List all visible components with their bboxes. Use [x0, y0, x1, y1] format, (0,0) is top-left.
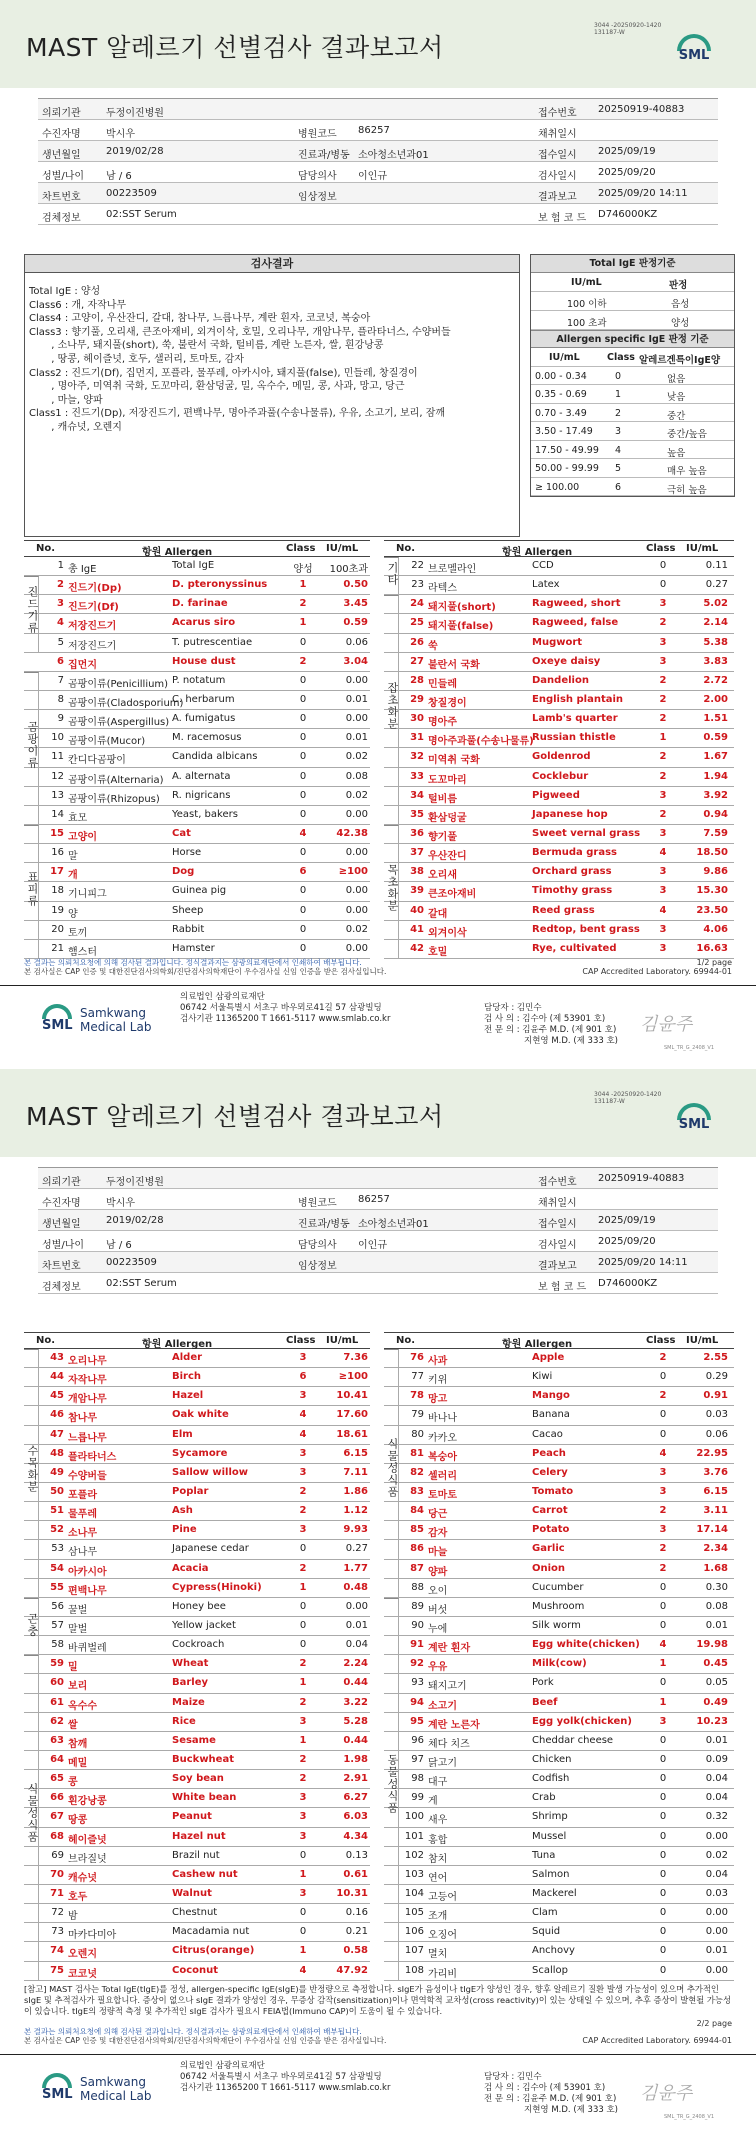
allergen-row: 34 털비름 Pigweed 3 3.92 [384, 787, 734, 806]
allergen-row: 9 곰팡이류(Aspergillus) A. fumigatus 0 0.00 [24, 710, 370, 729]
allergen-row: 103 연어 Salmon 0 0.04 [384, 1866, 734, 1885]
allergen-row: 41 외겨이삭 Redtop, bent grass 3 4.06 [384, 921, 734, 940]
allergen-row: 22 브로멜라인 CCD 0 0.11 [384, 557, 734, 576]
allergen-row: 32 미역취 국화 Goldenrod 2 1.67 [384, 748, 734, 767]
allergen-row: 87 양파 Onion 2 1.68 [384, 1560, 734, 1579]
allergen-row: 89 버섯 Mushroom 0 0.08 [384, 1598, 734, 1617]
sml-logo: SML [673, 34, 715, 64]
total-ige-title: Total IgE 판정기준 [531, 255, 734, 273]
allergen-table-header: No. 항원 Allergen Class IU/mL [24, 1333, 370, 1349]
allergen-row: 94 소고기 Beef 1 0.49 [384, 1694, 734, 1713]
allergen-row: 36 향기풀 Sweet vernal grass 3 7.59 [384, 825, 734, 844]
allergen-row: 92 우유 Milk(cow) 1 0.45 [384, 1655, 734, 1674]
allergen-table-p1-left [24, 540, 370, 959]
criteria-row: ≥ 100.00 6 극히 높음 [531, 478, 734, 497]
category-label: 기타 [386, 562, 399, 587]
category-label: 잡초화분 [386, 682, 399, 731]
allergen-row: 78 망고 Mango 2 0.91 [384, 1387, 734, 1406]
allergen-table-header: No. 항원 Allergen Class IU/mL [24, 541, 370, 557]
allergen-row: 68 헤이즐넛 Hazel nut 3 4.34 [24, 1828, 370, 1847]
allergen-row: 40 갈대 Reed grass 4 23.50 [384, 902, 734, 921]
page-number: 1/2 page CAP Accredited Laboratory. 69944-01 [582, 958, 732, 976]
allergen-row: 84 당근 Carrot 2 3.11 [384, 1502, 734, 1521]
result-summary-box [24, 254, 520, 537]
patient-info-table: 의뢰기관 두정이진병원 접수번호 20250919-40883 수진자명 박시우 병원코드 86257 채취일시 생년월일 2019/02/28 진료과/병동 소아청소년과01 접수일시 2025/09/19 성별/나이 남 / 6 담당의사 이인규 검사일시 2025/09/20 차트번호 00223509 임상정보 결과보고 2025/09/20 14:11 검체정보 02:SST Serum 보 험 코 드 D746000KZ [38, 98, 718, 225]
allergen-row: 90 누에 Silk worm 0 0.01 [384, 1617, 734, 1636]
allergen-row: 2 진드기(Dp) D. pteronyssinus 1 0.50 [24, 576, 370, 595]
category-label: 곰팡이류 [26, 720, 39, 769]
allergen-row: 56 꿀벌 Honey bee 0 0.00 [24, 1598, 370, 1617]
allergen-row: 5 저장진드기 T. putrescentiae 0 0.06 [24, 634, 370, 653]
allergen-row: 7 곰팡이류(Penicillium) P. notatum 0 0.00 [24, 672, 370, 691]
allergen-row: 106 오징어 Squid 0 0.00 [384, 1923, 734, 1942]
allergen-row: 108 가리비 Scallop 0 0.00 [384, 1962, 734, 1981]
allergen-row: 69 브라질넛 Brazil nut 0 0.13 [24, 1847, 370, 1866]
specific-ige-title: Allergen specific IgE 판정 기준 [531, 330, 734, 348]
allergen-row: 85 감자 Potato 3 17.14 [384, 1521, 734, 1540]
allergen-row: 42 호밀 Rye, cultivated 3 16.63 [384, 940, 734, 959]
allergen-row: 52 소나무 Pine 3 9.93 [24, 1521, 370, 1540]
allergen-row: 91 계란 흰자 Egg white(chicken) 4 19.98 [384, 1636, 734, 1655]
allergen-row: 44 자작나무 Birch 6 ≥100 [24, 1368, 370, 1387]
allergen-row: 1 총 IgE Total IgE 양성 100초과 [24, 557, 370, 576]
report-title: MAST 알레르기 선별검사 결과보고서 [26, 1102, 444, 1131]
category-label: 식물성식품 [386, 1438, 399, 1499]
allergen-row: 10 곰팡이류(Mucor) M. racemosus 0 0.01 [24, 729, 370, 748]
allergen-row: 29 창질경이 English plantain 2 2.00 [384, 691, 734, 710]
allergen-row: 17 개 Dog 6 ≥100 [24, 863, 370, 882]
allergen-row: 3 진드기(Df) D. farinae 2 3.45 [24, 595, 370, 614]
allergen-row: 43 오리나무 Alder 3 7.36 [24, 1349, 370, 1368]
allergen-row: 51 물푸레 Ash 2 1.12 [24, 1502, 370, 1521]
category-label: 수목화분 [26, 1445, 39, 1494]
allergen-row: 65 콩 Soy bean 2 2.91 [24, 1770, 370, 1789]
allergen-row: 73 마카다미아 Macadamia nut 0 0.21 [24, 1923, 370, 1942]
allergen-row: 71 호두 Walnut 3 10.31 [24, 1885, 370, 1904]
allergen-row: 48 플라타너스 Sycamore 3 6.15 [24, 1445, 370, 1464]
category-label: 곤충 [26, 1612, 39, 1637]
allergen-row: 27 불란서 국화 Oxeye daisy 3 3.83 [384, 653, 734, 672]
criteria-row: 0.70 - 3.49 2 중간 [531, 404, 734, 423]
allergen-row: 67 땅콩 Peanut 3 6.03 [24, 1808, 370, 1827]
category-label: 진드기류 [26, 586, 39, 635]
doctor-signature: 김윤주 [640, 1014, 693, 1035]
criteria-row: 50.00 - 99.99 5 매우 높음 [531, 459, 734, 478]
allergen-row: 63 참깨 Sesame 1 0.44 [24, 1732, 370, 1751]
allergen-row: 37 우산잔디 Bermuda grass 4 18.50 [384, 844, 734, 863]
allergen-row: 12 곰팡이류(Alternaria) A. alternata 0 0.08 [24, 768, 370, 787]
allergen-row: 46 참나무 Oak white 4 17.60 [24, 1406, 370, 1425]
allergen-row: 82 셀러리 Celery 3 3.76 [384, 1464, 734, 1483]
allergen-row: 60 보리 Barley 1 0.44 [24, 1674, 370, 1693]
allergen-row: 45 개암나무 Hazel 3 10.41 [24, 1387, 370, 1406]
allergen-row: 38 오리새 Orchard grass 3 9.86 [384, 863, 734, 882]
allergen-row: 70 캐슈넛 Cashew nut 1 0.61 [24, 1866, 370, 1885]
allergen-row: 31 명아주과풀(수송나물류) Russian thistle 1 0.59 [384, 729, 734, 748]
allergen-row: 101 홍합 Mussel 0 0.00 [384, 1828, 734, 1847]
allergen-row: 13 곰팡이류(Rhizopus) R. nigricans 0 0.02 [24, 787, 370, 806]
allergen-row: 88 오이 Cucumber 0 0.30 [384, 1579, 734, 1598]
doctor-signature: 김윤주 [640, 2083, 693, 2104]
allergen-row: 107 멸치 Anchovy 0 0.01 [384, 1942, 734, 1961]
allergen-row: 21 햄스터 Hamster 0 0.00 [24, 940, 370, 959]
doc-number: SML_TR_G_2408_V1 [664, 1045, 715, 1051]
allergen-row: 28 민들레 Dandelion 2 2.72 [384, 672, 734, 691]
result-summary-text: Total IgE : 양성 Class6 : 개, 자작나무 Class4 : 고양이, 우산잔디, 갈대, 참나무, 느릅나무, 계란 흰자, 코코넛, 복숭아 Class3 : 향기풀, 오리새, 큰조아재비, 외겨이삭, 호밀, 오리나무, 개암나무, 플라타너스, 수양버들 , 소나무, 돼지풀(short), 쑥, 불란서 국화, 털비름, 계란 노른자, 쌀, 흰강낭콩 , 땅콩, 헤이즐넛, 호두, 샐러리, 토마토, 감자 Class2 : 진드기(Df), 집먼지, 포플라, 물푸레, 아카시아, 돼지풀(false), 민들레, 창질경이 , 명아주, 미역취 국화, 도꼬마리, 환삼덩굴, 밀, 옥수수, 메밀, 콩, 사과, 망고, 당근 , 마늘, 양파 Class1 : 진드기(Dp), 저장진드기, 편백나무, 명아주과풀(수송나물류), 우유, 소고기, 보리, 잠깨 , 캐슈넛, 오렌지 [29, 286, 451, 433]
allergen-row: 50 포플라 Poplar 2 1.86 [24, 1483, 370, 1502]
allergen-row: 11 칸디다곰팡이 Candida albicans 0 0.02 [24, 748, 370, 767]
allergen-row: 100 새우 Shrimp 0 0.32 [384, 1808, 734, 1827]
criteria-row: 0.35 - 0.69 1 낮음 [531, 385, 734, 404]
sml-logo: SML [673, 1103, 715, 1133]
allergen-row: 57 말벌 Yellow jacket 0 0.01 [24, 1617, 370, 1636]
allergen-row: 79 바나나 Banana 0 0.03 [384, 1406, 734, 1425]
report-page-2 [0, 1069, 756, 2138]
allergen-row: 83 토마토 Tomato 3 6.15 [384, 1483, 734, 1502]
page-number: 2/2 page CAP Accredited Laboratory. 69944-01 [582, 2019, 732, 2045]
allergen-row: 105 조개 Clam 0 0.00 [384, 1904, 734, 1923]
allergen-row: 47 느릅나무 Elm 4 18.61 [24, 1426, 370, 1445]
allergen-row: 99 게 Crab 0 0.04 [384, 1789, 734, 1808]
allergen-row: 74 오렌지 Citrus(orange) 1 0.58 [24, 1942, 370, 1961]
doc-number: SML_TR_G_2408_V1 [664, 2114, 715, 2120]
allergen-row: 75 코코넛 Coconut 4 47.92 [24, 1962, 370, 1981]
ige-criteria-table: Total IgE 판정기준 IU/mL 판정 100 이하 음성 100 초과 양성 Allergen specific IgE 판정 기준 IU/mL Class 알레르겐특이IgE양 0.00 - 0.34 0 없음 0.35 - 0.69 1 낮음 0.70 - 3.49 2 중간 3.50 - 17.49 3 중간/높음 17.50 - 49.99 4 높음 50.00 - 99.99 5 매우 높음 ≥ 100.00 6 극히 높음 [530, 254, 735, 497]
report-number: 3044 -20250920-1420 131187-W [594, 1091, 662, 1105]
allergen-row: 30 명아주 Lamb's quarter 2 1.51 [384, 710, 734, 729]
allergen-row: 96 체다 치즈 Cheddar cheese 0 0.01 [384, 1732, 734, 1751]
allergen-row: 23 라텍스 Latex 0 0.27 [384, 576, 734, 595]
allergen-row: 81 복숭아 Peach 4 22.95 [384, 1445, 734, 1464]
allergen-row: 20 토끼 Rabbit 0 0.02 [24, 921, 370, 940]
allergen-row: 49 수양버들 Sallow willow 3 7.11 [24, 1464, 370, 1483]
allergen-row: 19 양 Sheep 0 0.00 [24, 902, 370, 921]
allergen-table-p1-right [384, 540, 734, 959]
allergen-row: 55 편백나무 Cypress(Hinoki) 1 0.48 [24, 1579, 370, 1598]
allergen-row: 25 돼지풀(false) Ragweed, false 2 2.14 [384, 614, 734, 633]
allergen-row: 26 쑥 Mugwort 3 5.38 [384, 634, 734, 653]
allergen-row: 18 기니피그 Guinea pig 0 0.00 [24, 882, 370, 901]
allergen-row: 104 고등어 Mackerel 0 0.03 [384, 1885, 734, 1904]
patient-info-table: 의뢰기관 두정이진병원 접수번호 20250919-40883 수진자명 박시우 병원코드 86257 채취일시 생년월일 2019/02/28 진료과/병동 소아청소년과01 접수일시 2025/09/19 성별/나이 남 / 6 담당의사 이인규 검사일시 2025/09/20 차트번호 00223509 임상정보 결과보고 2025/09/20 14:11 검체정보 02:SST Serum 보 험 코 드 D746000KZ [38, 1167, 718, 1294]
category-label: 식물성식품 [26, 1783, 39, 1844]
category-label: 동물성식품 [386, 1754, 399, 1815]
allergen-row: 39 큰조아재비 Timothy grass 3 15.30 [384, 882, 734, 901]
allergen-row: 72 밤 Chestnut 0 0.16 [24, 1904, 370, 1923]
allergen-row: 4 저장진드기 Acarus siro 1 0.59 [24, 614, 370, 633]
allergen-row: 15 고양이 Cat 4 42.38 [24, 825, 370, 844]
allergen-row: 62 쌀 Rice 3 5.28 [24, 1713, 370, 1732]
footer-notes: 본 결과는 의뢰처요청에 의해 검사된 결과입니다. 정식결과지는 삼광의료재단에서 인쇄하여 배부됩니다. 본 검사실은 CAP 인증 및 대한진단검사의학회/진단검사의학재단이 우수검사실 신임 인증을 받은 검사실입니다. [24, 958, 387, 976]
signatures: 담당자 : 김민수 검 사 의 : 김수아 (제 53901 호) 전 문 의 : 김윤주 M.D. (제 901 호) 지현영 M.D. (제 333 호) [484, 2072, 619, 2115]
allergen-row: 102 참치 Tuna 0 0.02 [384, 1847, 734, 1866]
allergen-table-header: No. 항원 Allergen Class IU/mL [384, 541, 734, 557]
category-label: 목초화분 [386, 864, 399, 913]
allergen-table-p2-right [384, 1332, 734, 1981]
allergen-row: 61 옥수수 Maize 2 3.22 [24, 1694, 370, 1713]
allergen-row: 14 효모 Yeast, bakers 0 0.00 [24, 806, 370, 825]
category-label: 표피류 [26, 871, 39, 908]
allergen-row: 24 돼지풀(short) Ragweed, short 3 5.02 [384, 595, 734, 614]
allergen-row: 33 도꼬마리 Cocklebur 2 1.94 [384, 768, 734, 787]
criteria-row: 17.50 - 49.99 4 높음 [531, 441, 734, 460]
footer-notes: 본 결과는 의뢰처요청에 의해 검사된 결과입니다. 정식결과지는 삼광의료재단에서 인쇄하여 배부됩니다. 본 검사실은 CAP 인증 및 대한진단검사의학회/진단검사의학재단이 우수검사실 신임 인증을 받은 검사실입니다. [24, 2027, 387, 2045]
allergen-row: 16 말 Horse 0 0.00 [24, 844, 370, 863]
allergen-table-header: No. 항원 Allergen Class IU/mL [384, 1333, 734, 1349]
allergen-row: 66 흰강낭콩 White bean 3 6.27 [24, 1789, 370, 1808]
allergen-row: 59 밀 Wheat 2 2.24 [24, 1655, 370, 1674]
allergen-row: 97 닭고기 Chicken 0 0.09 [384, 1751, 734, 1770]
samkwang-logo: SML Samkwang Medical Lab [42, 2075, 152, 2103]
allergen-row: 54 아카시아 Acacia 2 1.77 [24, 1560, 370, 1579]
allergen-row: 8 곰팡이류(Cladosporium) C. herbarum 0 0.01 [24, 691, 370, 710]
allergen-row: 64 메밀 Buckwheat 2 1.98 [24, 1751, 370, 1770]
allergen-row: 58 바퀴벌레 Cockroach 0 0.04 [24, 1636, 370, 1655]
report-title: MAST 알레르기 선별검사 결과보고서 [26, 33, 444, 62]
criteria-row: 3.50 - 17.49 3 중간/높음 [531, 422, 734, 441]
allergen-row: 35 환삼덩굴 Japanese hop 2 0.94 [384, 806, 734, 825]
allergen-row: 80 카카오 Cacao 0 0.06 [384, 1426, 734, 1445]
allergen-row: 6 집먼지 House dust 2 3.04 [24, 653, 370, 672]
allergen-row: 93 돼지고기 Pork 0 0.05 [384, 1674, 734, 1693]
allergen-row: 95 계란 노른자 Egg yolk(chicken) 3 10.23 [384, 1713, 734, 1732]
result-summary-header: 검사결과 [25, 255, 519, 273]
lab-address: 의료법인 삼광의료재단 06742 서울특별시 서초구 바우뫼로41길 57 삼광빌딩 검사기관 11365200 T 1661-5117 www.smlab.co.kr [180, 2061, 391, 2093]
samkwang-logo: SML Samkwang Medical Lab [42, 1006, 152, 1034]
allergen-row: 98 대구 Codfish 0 0.04 [384, 1770, 734, 1789]
allergen-row: 76 사과 Apple 2 2.55 [384, 1349, 734, 1368]
allergen-row: 53 삼나무 Japanese cedar 0 0.27 [24, 1540, 370, 1559]
lab-address: 의료법인 삼광의료재단 06742 서울특별시 서초구 바우뫼로41길 57 삼광빌딩 검사기관 11365200 T 1661-5117 www.smlab.co.kr [180, 992, 391, 1024]
allergen-table-p2-left [24, 1332, 370, 1981]
report-number: 3044 -20250920-1420 131187-W [594, 22, 662, 36]
signatures: 담당자 : 김민수 검 사 의 : 김수아 (제 53901 호) 전 문 의 : 김윤주 M.D. (제 901 호) 지현영 M.D. (제 333 호) [484, 1003, 619, 1046]
allergen-row: 77 키위 Kiwi 0 0.29 [384, 1368, 734, 1387]
allergen-row: 86 마늘 Garlic 2 2.34 [384, 1540, 734, 1559]
criteria-row: 0.00 - 0.34 0 없음 [531, 367, 734, 386]
reference-note: [참고] MAST 검사는 Total IgE(tIgE)를 정성, allergen-specific IgE(sIgE)를 반정량으로 측정합니다. sIgE가 음성이나 tIgE가 양성인 경우, 향후 알레르기 질환 발생 가능성이 있으며 추가적인 sIgE 및 추적검사가 필요합니다. 증상이 없으나 sIgE 결과가 양성인 경우, 무증상 감작(sensitization)이나 면역학적 교차성(cross reactivity)이 있는 상태일 수 있으며, 추후 증상이 발현될 가능성이 있습니다. tIgE의 정량적 측정 및 추가적인 sIgE 검사가 필요시 FEIA법(Immuno CAP)이 도움이 될 수 있습니다. [24, 1984, 731, 2016]
